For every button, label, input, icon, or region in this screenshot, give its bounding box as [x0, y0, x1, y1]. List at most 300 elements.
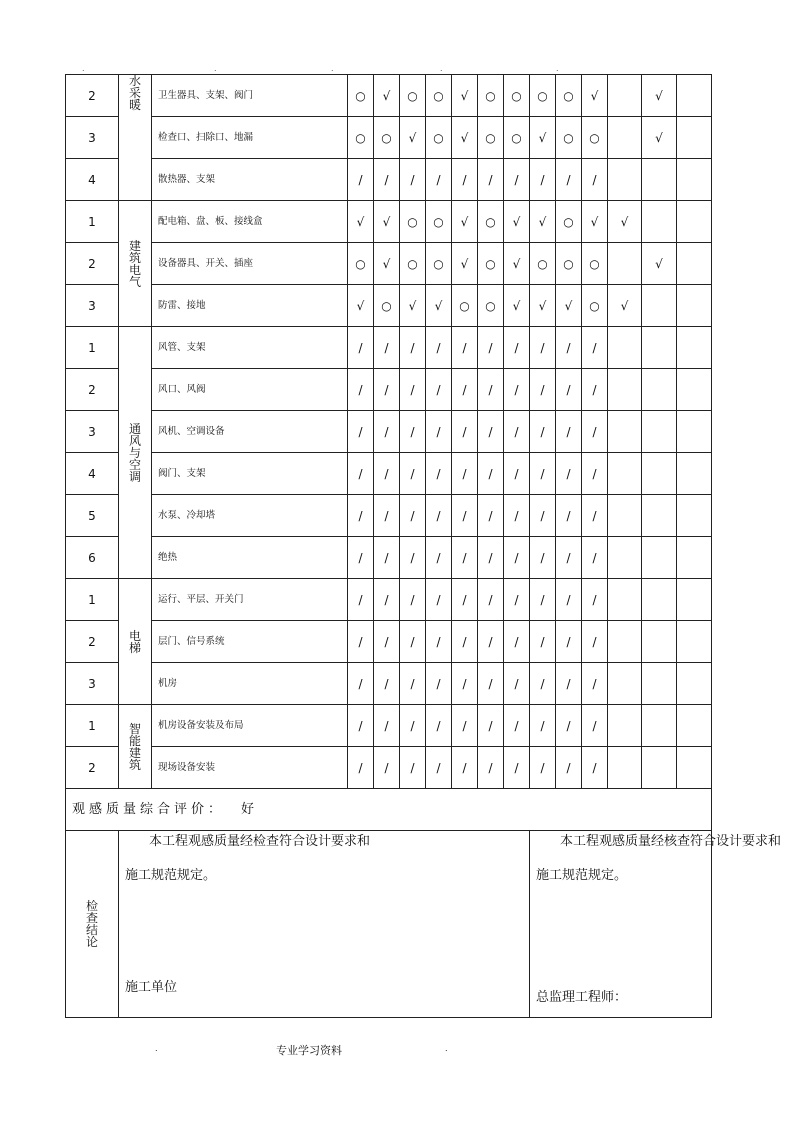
check-mark-cell: √ — [348, 201, 374, 243]
check-mark-cell: / — [504, 495, 530, 537]
category-char: 能 — [128, 733, 141, 748]
check-mark-cell — [642, 747, 677, 789]
check-mark-cell: / — [582, 453, 608, 495]
table-row — [66, 243, 712, 285]
table-row — [66, 285, 712, 327]
check-mark-cell: / — [478, 705, 504, 747]
summary-value: 好 — [241, 802, 255, 817]
check-mark-cell: ○ — [348, 117, 374, 159]
check-mark-cell: √ — [582, 75, 608, 117]
check-mark-cell: / — [478, 453, 504, 495]
check-mark-cell: / — [452, 411, 478, 453]
category-char: 暖 — [128, 98, 141, 112]
check-mark-cell — [642, 159, 677, 201]
check-mark-cell: / — [504, 411, 530, 453]
check-mark-cell: √ — [426, 285, 452, 327]
category-char: 风 — [128, 433, 141, 448]
check-mark-cell: √ — [374, 75, 400, 117]
check-mark-cell — [642, 327, 677, 369]
table-row — [66, 159, 712, 201]
check-mark-cell: ○ — [556, 201, 582, 243]
check-mark-cell: / — [400, 621, 426, 663]
category-char: 电 — [128, 262, 141, 277]
check-mark-cell: ○ — [348, 243, 374, 285]
check-mark-cell — [677, 243, 712, 285]
check-mark-cell: / — [400, 579, 426, 621]
check-mark-cell: ○ — [426, 75, 452, 117]
check-mark-cell: ○ — [556, 75, 582, 117]
check-mark-cell: / — [348, 621, 374, 663]
check-mark-cell: / — [504, 453, 530, 495]
check-mark-cell: / — [582, 369, 608, 411]
check-mark-cell — [677, 537, 712, 579]
check-mark-cell: / — [582, 621, 608, 663]
check-mark-cell: ○ — [556, 243, 582, 285]
check-mark-cell: / — [582, 663, 608, 705]
check-mark-cell: / — [374, 705, 400, 747]
check-mark-cell: / — [556, 327, 582, 369]
supervisor-conclusion-line1: 本工程观感质量经核查符合设计要求和 — [560, 834, 782, 849]
check-mark-cell: / — [556, 663, 582, 705]
check-mark-cell: / — [504, 747, 530, 789]
table-row — [66, 495, 712, 537]
check-mark-cell: / — [530, 159, 556, 201]
supervisor-conclusion-line2: 施工规范规定。 — [536, 868, 628, 883]
check-mark-cell: / — [478, 159, 504, 201]
item-name: 配电箱、盘、板、接线盒 — [152, 201, 348, 243]
category-char: 采 — [128, 86, 141, 100]
item-name: 现场设备安装 — [152, 747, 348, 789]
check-mark-cell — [677, 705, 712, 747]
category-char: 梯 — [128, 640, 141, 655]
check-mark-cell: / — [374, 159, 400, 201]
check-mark-cell: / — [348, 705, 374, 747]
check-mark-cell — [608, 537, 642, 579]
check-mark-cell — [642, 537, 677, 579]
check-mark-cell: / — [374, 495, 400, 537]
check-mark-cell: / — [478, 495, 504, 537]
item-name: 防雷、接地 — [152, 285, 348, 327]
check-mark-cell: / — [426, 621, 452, 663]
contractor-conclusion-cell — [119, 831, 530, 1018]
check-mark-cell: √ — [608, 285, 642, 327]
item-number: 1 — [66, 201, 119, 243]
item-name: 机房 — [152, 663, 348, 705]
summary-label: 观感质量综合评价： — [72, 802, 226, 817]
check-mark-cell: √ — [504, 285, 530, 327]
check-mark-cell: / — [478, 369, 504, 411]
check-mark-cell: √ — [504, 201, 530, 243]
check-mark-cell: ○ — [400, 201, 426, 243]
check-mark-cell: / — [374, 537, 400, 579]
footer-text: 专业学习资料 — [276, 1044, 342, 1057]
check-mark-cell: / — [400, 411, 426, 453]
check-mark-cell: / — [348, 495, 374, 537]
check-mark-cell: ○ — [348, 75, 374, 117]
header-dot: . — [214, 64, 217, 73]
check-mark-cell: / — [374, 327, 400, 369]
check-mark-cell — [608, 453, 642, 495]
item-name: 设备器具、开关、插座 — [152, 243, 348, 285]
check-mark-cell: / — [582, 159, 608, 201]
check-mark-cell: ○ — [478, 243, 504, 285]
item-number: 6 — [66, 537, 119, 579]
table-row — [66, 453, 712, 495]
check-mark-cell: √ — [452, 201, 478, 243]
check-mark-cell: √ — [582, 201, 608, 243]
check-mark-cell: / — [348, 537, 374, 579]
item-number: 4 — [66, 159, 119, 201]
check-mark-cell: / — [556, 369, 582, 411]
check-mark-cell: / — [400, 369, 426, 411]
check-mark-cell: / — [374, 663, 400, 705]
check-mark-cell: ○ — [400, 243, 426, 285]
check-mark-cell: ○ — [426, 243, 452, 285]
check-mark-cell: / — [374, 579, 400, 621]
summary-row — [66, 789, 712, 831]
check-mark-cell: ○ — [582, 285, 608, 327]
check-mark-cell — [642, 369, 677, 411]
category-char: 建 — [128, 238, 141, 253]
header-dot: . — [331, 64, 334, 73]
check-mark-cell: √ — [452, 243, 478, 285]
item-number: 1 — [66, 705, 119, 747]
check-mark-cell: √ — [400, 117, 426, 159]
check-mark-cell: ○ — [374, 117, 400, 159]
check-mark-cell: / — [348, 453, 374, 495]
check-mark-cell — [608, 411, 642, 453]
check-mark-cell: / — [400, 159, 426, 201]
check-mark-cell: / — [426, 411, 452, 453]
contractor-conclusion-line2: 施工规范规定。 — [125, 868, 217, 883]
check-mark-cell: / — [452, 537, 478, 579]
check-mark-cell: / — [478, 537, 504, 579]
check-mark-cell: / — [556, 411, 582, 453]
item-number: 4 — [66, 453, 119, 495]
check-mark-cell: / — [504, 369, 530, 411]
check-mark-cell: ○ — [478, 117, 504, 159]
check-mark-cell: / — [504, 327, 530, 369]
check-mark-cell — [608, 117, 642, 159]
category-char: 通 — [128, 421, 141, 436]
check-mark-cell — [677, 117, 712, 159]
check-mark-cell — [608, 369, 642, 411]
item-number: 2 — [66, 621, 119, 663]
check-mark-cell: / — [400, 327, 426, 369]
item-name: 层门、信号系统 — [152, 621, 348, 663]
check-mark-cell — [677, 663, 712, 705]
table-row — [66, 75, 712, 117]
category-cell — [119, 705, 152, 789]
check-mark-cell: √ — [400, 285, 426, 327]
check-mark-cell: / — [452, 579, 478, 621]
check-mark-cell — [677, 369, 712, 411]
check-mark-cell: / — [374, 411, 400, 453]
item-number: 1 — [66, 327, 119, 369]
conclusion-row — [66, 831, 712, 1018]
item-number: 2 — [66, 75, 119, 117]
check-mark-cell: √ — [530, 117, 556, 159]
check-mark-cell: / — [348, 411, 374, 453]
check-mark-cell: / — [478, 411, 504, 453]
check-mark-cell: / — [426, 159, 452, 201]
check-mark-cell — [608, 159, 642, 201]
table-body — [66, 74, 782, 1018]
category-cell — [119, 75, 152, 201]
check-mark-cell — [642, 579, 677, 621]
category-char: 筑 — [128, 757, 141, 772]
check-mark-cell: / — [400, 663, 426, 705]
category-cell — [119, 327, 152, 579]
footer-dot-left: . — [155, 1044, 158, 1053]
check-mark-cell: / — [426, 327, 452, 369]
check-mark-cell: / — [426, 495, 452, 537]
supervisor-conclusion-cell — [530, 831, 782, 1018]
check-mark-cell — [608, 747, 642, 789]
check-mark-cell: √ — [642, 117, 677, 159]
check-mark-cell: / — [400, 453, 426, 495]
check-mark-cell: / — [478, 327, 504, 369]
check-mark-cell — [608, 243, 642, 285]
check-mark-cell: ○ — [426, 201, 452, 243]
check-mark-cell: / — [374, 369, 400, 411]
check-mark-cell: ○ — [582, 243, 608, 285]
category-char: 筑 — [128, 250, 141, 265]
category-char: 气 — [128, 274, 141, 289]
check-mark-cell: / — [504, 159, 530, 201]
check-mark-cell: / — [582, 495, 608, 537]
check-mark-cell: / — [478, 663, 504, 705]
check-mark-cell: / — [452, 327, 478, 369]
check-mark-cell: / — [348, 159, 374, 201]
item-name: 风机、空调设备 — [152, 411, 348, 453]
check-mark-cell — [677, 495, 712, 537]
check-mark-cell: ○ — [582, 117, 608, 159]
item-number: 3 — [66, 285, 119, 327]
check-mark-cell: / — [478, 747, 504, 789]
item-number: 1 — [66, 579, 119, 621]
check-mark-cell: / — [400, 705, 426, 747]
check-mark-cell: / — [452, 621, 478, 663]
check-mark-cell: / — [374, 621, 400, 663]
check-mark-cell — [608, 705, 642, 747]
check-mark-cell — [642, 285, 677, 327]
check-mark-cell: √ — [642, 75, 677, 117]
check-mark-cell: / — [374, 747, 400, 789]
check-mark-cell — [608, 495, 642, 537]
check-mark-cell — [608, 621, 642, 663]
item-name: 散热器、支架 — [152, 159, 348, 201]
check-mark-cell — [642, 453, 677, 495]
check-mark-cell: / — [582, 747, 608, 789]
contractor-signature-label: 施工单位 — [125, 980, 178, 995]
table-row — [66, 621, 712, 663]
check-mark-cell: / — [530, 747, 556, 789]
check-mark-cell: / — [452, 159, 478, 201]
item-name: 检查口、扫除口、地漏 — [152, 117, 348, 159]
check-mark-cell — [677, 75, 712, 117]
check-mark-cell: ○ — [400, 75, 426, 117]
item-number: 2 — [66, 243, 119, 285]
check-mark-cell — [677, 201, 712, 243]
check-mark-cell: / — [556, 453, 582, 495]
check-mark-cell: / — [504, 705, 530, 747]
check-mark-cell: / — [556, 621, 582, 663]
check-mark-cell — [642, 201, 677, 243]
category-char: 智 — [128, 721, 141, 736]
check-mark-cell: / — [400, 537, 426, 579]
item-number: 2 — [66, 747, 119, 789]
table-row — [66, 369, 712, 411]
conclusion-char: 结 — [85, 923, 98, 937]
item-number: 5 — [66, 495, 119, 537]
check-mark-cell: ○ — [426, 117, 452, 159]
check-mark-cell — [642, 705, 677, 747]
check-mark-cell: / — [452, 663, 478, 705]
check-mark-cell: / — [452, 495, 478, 537]
item-number: 3 — [66, 117, 119, 159]
header-dot: . — [440, 64, 443, 73]
check-mark-cell — [608, 75, 642, 117]
check-mark-cell: √ — [530, 285, 556, 327]
inspection-table — [65, 74, 782, 1018]
check-mark-cell: / — [530, 537, 556, 579]
check-mark-cell: / — [530, 411, 556, 453]
item-name: 机房设备安装及布局 — [152, 705, 348, 747]
table-row — [66, 579, 712, 621]
category-char: 水 — [128, 74, 141, 88]
check-mark-cell: / — [530, 369, 556, 411]
check-mark-cell: / — [556, 747, 582, 789]
check-mark-cell — [677, 453, 712, 495]
check-mark-cell: / — [426, 537, 452, 579]
check-mark-cell — [642, 411, 677, 453]
item-name: 水泵、冷却塔 — [152, 495, 348, 537]
check-mark-cell: / — [426, 453, 452, 495]
check-mark-cell — [608, 663, 642, 705]
check-mark-cell — [642, 495, 677, 537]
header-dot: . — [82, 64, 85, 73]
check-mark-cell — [608, 327, 642, 369]
check-mark-cell: / — [582, 327, 608, 369]
check-mark-cell — [677, 579, 712, 621]
check-mark-cell: √ — [530, 201, 556, 243]
table-row — [66, 663, 712, 705]
check-mark-cell: / — [452, 705, 478, 747]
check-mark-cell: / — [530, 621, 556, 663]
item-name: 风管、支架 — [152, 327, 348, 369]
check-mark-cell: / — [504, 579, 530, 621]
check-mark-cell: / — [452, 747, 478, 789]
category-char: 建 — [128, 745, 141, 760]
check-mark-cell: ○ — [556, 117, 582, 159]
check-mark-cell: √ — [374, 243, 400, 285]
check-mark-cell — [677, 327, 712, 369]
check-mark-cell: / — [556, 537, 582, 579]
item-name: 运行、平层、开关门 — [152, 579, 348, 621]
conclusion-char: 检 — [85, 899, 98, 913]
check-mark-cell: ○ — [504, 75, 530, 117]
check-mark-cell: / — [426, 747, 452, 789]
check-mark-cell: / — [504, 621, 530, 663]
check-mark-cell — [677, 621, 712, 663]
item-name: 绝热 — [152, 537, 348, 579]
footer-dot-right: . — [445, 1044, 448, 1053]
check-mark-cell: / — [400, 747, 426, 789]
check-mark-cell: / — [530, 453, 556, 495]
check-mark-cell: / — [400, 495, 426, 537]
check-mark-cell: / — [348, 663, 374, 705]
check-mark-cell: / — [426, 369, 452, 411]
check-mark-cell: / — [426, 579, 452, 621]
item-number: 3 — [66, 411, 119, 453]
check-mark-cell: √ — [348, 285, 374, 327]
check-mark-cell: / — [348, 327, 374, 369]
check-mark-cell — [642, 621, 677, 663]
check-mark-cell: / — [582, 537, 608, 579]
category-char: 电 — [128, 628, 141, 643]
supervisor-signature-label: 总监理工程师： — [536, 990, 628, 1005]
check-mark-cell: / — [452, 453, 478, 495]
check-mark-cell: √ — [452, 117, 478, 159]
check-mark-cell: / — [348, 369, 374, 411]
check-mark-cell: √ — [504, 243, 530, 285]
table-row — [66, 117, 712, 159]
check-mark-cell: ○ — [478, 201, 504, 243]
check-mark-cell: / — [582, 411, 608, 453]
check-mark-cell — [608, 579, 642, 621]
check-mark-cell: √ — [556, 285, 582, 327]
check-mark-cell: / — [478, 579, 504, 621]
item-name: 阀门、支架 — [152, 453, 348, 495]
check-mark-cell: ○ — [504, 117, 530, 159]
check-mark-cell: √ — [452, 75, 478, 117]
check-mark-cell: / — [426, 705, 452, 747]
category-char: 与 — [128, 445, 141, 460]
check-mark-cell: ○ — [478, 285, 504, 327]
check-mark-cell: / — [504, 663, 530, 705]
check-mark-cell: ○ — [374, 285, 400, 327]
category-cell — [119, 201, 152, 327]
check-mark-cell: √ — [374, 201, 400, 243]
conclusion-label — [66, 831, 119, 1018]
check-mark-cell: / — [582, 705, 608, 747]
category-char: 空 — [128, 457, 141, 472]
check-mark-cell: ○ — [530, 243, 556, 285]
check-mark-cell — [677, 159, 712, 201]
check-mark-cell: / — [556, 159, 582, 201]
table-row — [66, 201, 712, 243]
check-mark-cell: √ — [642, 243, 677, 285]
table-row — [66, 747, 712, 789]
check-mark-cell — [677, 411, 712, 453]
check-mark-cell: / — [530, 705, 556, 747]
check-mark-cell: ○ — [452, 285, 478, 327]
category-cell — [119, 579, 152, 705]
check-mark-cell: / — [530, 579, 556, 621]
table-row — [66, 705, 712, 747]
check-mark-cell: √ — [608, 201, 642, 243]
item-name: 风口、风阀 — [152, 369, 348, 411]
check-mark-cell — [677, 747, 712, 789]
table-row — [66, 537, 712, 579]
check-mark-cell: / — [582, 579, 608, 621]
check-mark-cell: / — [530, 495, 556, 537]
table-row — [66, 327, 712, 369]
summary-cell — [66, 789, 712, 831]
check-mark-cell: / — [348, 579, 374, 621]
category-char: 调 — [128, 469, 141, 484]
